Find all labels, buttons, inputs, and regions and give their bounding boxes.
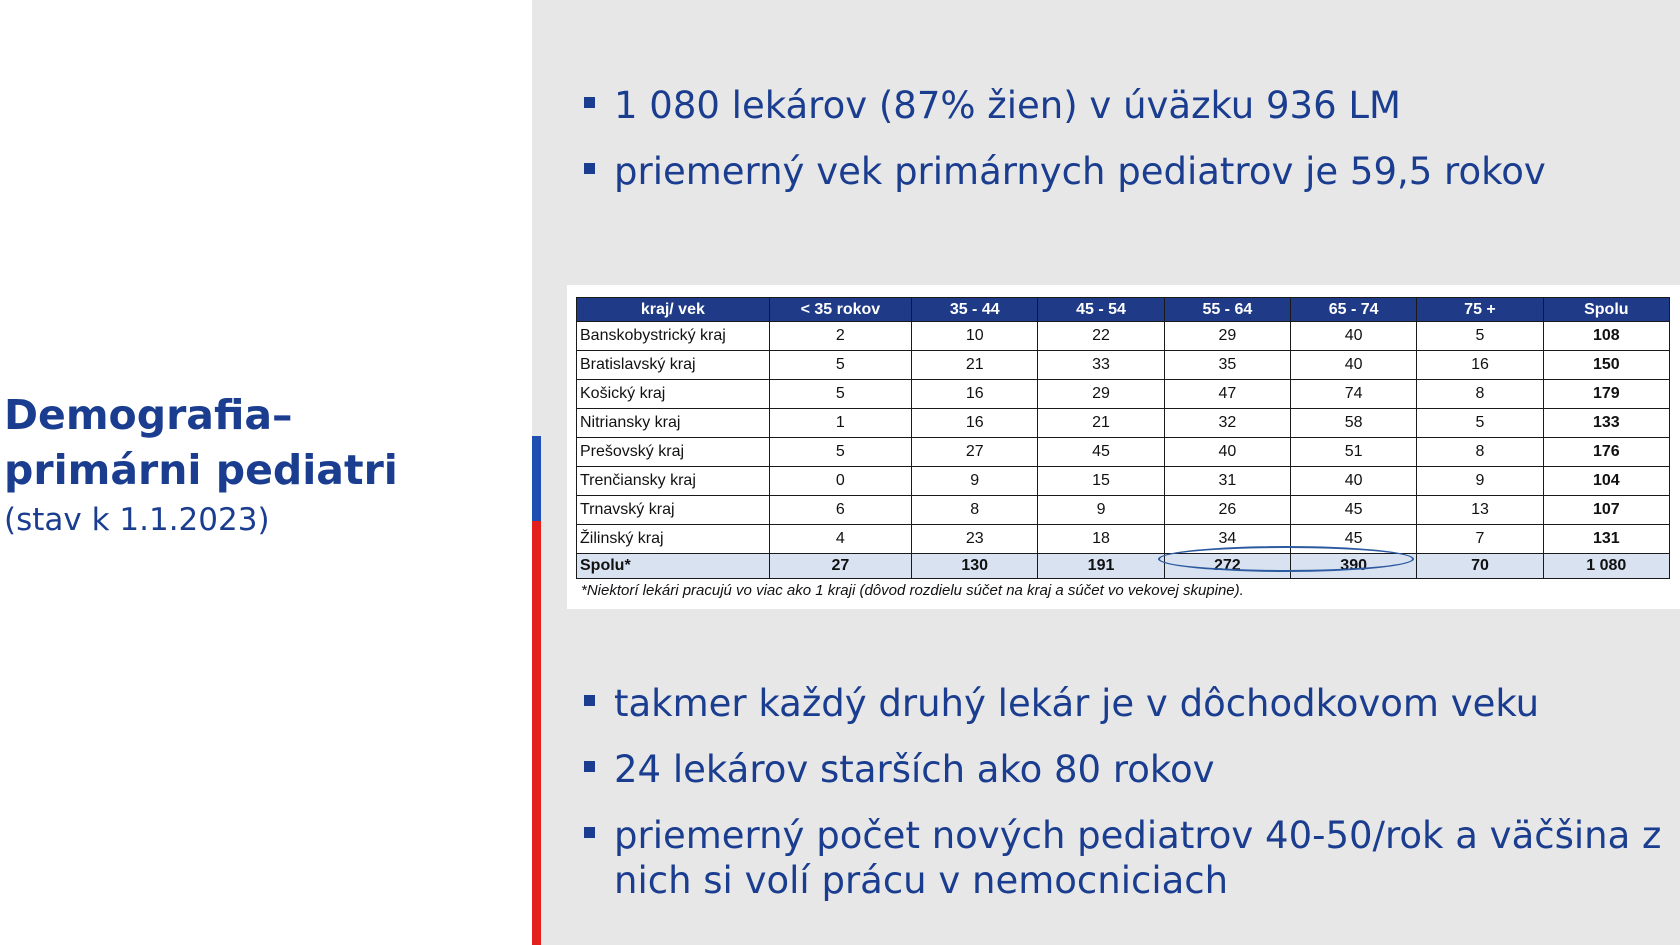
table-region-cell: Bratislavský kraj <box>577 351 770 380</box>
table-total-cell: 176 <box>1543 438 1669 467</box>
table-cell: 15 <box>1038 467 1164 496</box>
table-cell: 9 <box>1417 467 1543 496</box>
table-row <box>577 496 1670 525</box>
table-cell: 45 <box>1038 438 1164 467</box>
bullet-text: priemerný počet nových pediatrov 40-50/rok a väčšina z nich si volí prácu v nemocniciach <box>614 814 1662 902</box>
pediatrician-age-table <box>576 297 1670 579</box>
table-region-cell: Banskobystrický kraj <box>577 322 770 351</box>
table-total-cell: 108 <box>1543 322 1669 351</box>
table-cell: 130 <box>912 554 1038 579</box>
table-cell: 5 <box>1417 322 1543 351</box>
table-cell: 16 <box>912 409 1038 438</box>
table-header-row <box>577 298 1670 322</box>
bullet-item <box>580 813 1674 903</box>
table-cell: 8 <box>1417 438 1543 467</box>
table-cell: 8 <box>912 496 1038 525</box>
bullet-item <box>580 149 1546 194</box>
table-cell: 5 <box>769 438 911 467</box>
table-total-cell: 179 <box>1543 380 1669 409</box>
table-cell: 18 <box>1038 525 1164 554</box>
table-cell: 45 <box>1291 496 1417 525</box>
bullet-square-icon <box>584 827 595 838</box>
bullet-text: 24 lekárov starších ako 80 rokov <box>614 748 1215 791</box>
table-cell: 5 <box>769 351 911 380</box>
bullet-square-icon <box>584 695 595 706</box>
slide-title-line2: primárni pediatri <box>4 446 398 494</box>
table-region-cell: Nitriansky kraj <box>577 409 770 438</box>
table-total-cell: 150 <box>1543 351 1669 380</box>
table-cell: 45 <box>1291 525 1417 554</box>
table-cell: 16 <box>1417 351 1543 380</box>
table-header-cell: 65 - 74 <box>1291 298 1417 322</box>
bullet-square-icon <box>584 97 595 108</box>
table-cell: 40 <box>1291 467 1417 496</box>
table-footnote: *Niektorí lekári pracujú vo viac ako 1 kraji (dôvod rozdielu súčet na kraj a súčet vo vekovej skupine). <box>581 582 1244 599</box>
table-row <box>577 380 1670 409</box>
table-header-cell: 45 - 54 <box>1038 298 1164 322</box>
table-row <box>577 438 1670 467</box>
bullet-text: takmer každý druhý lekár je v dôchodkovom veku <box>614 682 1540 725</box>
table-cell: 21 <box>912 351 1038 380</box>
table-header-cell: 55 - 64 <box>1164 298 1290 322</box>
table-cell: 40 <box>1291 322 1417 351</box>
table-cell: 8 <box>1417 380 1543 409</box>
table-cell: 7 <box>1417 525 1543 554</box>
bullet-item <box>580 83 1546 128</box>
table-cell: 16 <box>912 380 1038 409</box>
bullet-square-icon <box>584 163 595 174</box>
table-cell: 40 <box>1291 351 1417 380</box>
table-cell: 5 <box>1417 409 1543 438</box>
table-cell: 32 <box>1164 409 1290 438</box>
table-cell: 23 <box>912 525 1038 554</box>
table-cell: 390 <box>1291 554 1417 579</box>
table-region-cell: Trenčiansky kraj <box>577 467 770 496</box>
table-cell: 29 <box>1038 380 1164 409</box>
slide-subtitle: (stav k 1.1.2023) <box>4 502 270 538</box>
table-cell: 58 <box>1291 409 1417 438</box>
table-card <box>567 285 1680 609</box>
accent-bar-red <box>532 521 541 945</box>
table-cell: 21 <box>1038 409 1164 438</box>
table-cell: 27 <box>769 554 911 579</box>
table-total-cell: 107 <box>1543 496 1669 525</box>
table-header-cell: < 35 rokov <box>769 298 911 322</box>
slide-title <box>4 388 524 498</box>
bullet-list-bottom <box>580 681 1674 924</box>
accent-bar-blue <box>532 436 541 521</box>
table-row <box>577 409 1670 438</box>
slide-title-line1: Demografia– <box>4 391 293 439</box>
table-cell: 47 <box>1164 380 1290 409</box>
bullet-item <box>580 747 1674 792</box>
table-region-cell: Spolu* <box>577 554 770 579</box>
table-cell: 10 <box>912 322 1038 351</box>
table-cell: 6 <box>769 496 911 525</box>
bullet-text: 1 080 lekárov (87% žien) v úväzku 936 LM <box>614 84 1401 127</box>
table-cell: 40 <box>1164 438 1290 467</box>
bullet-text: priemerný vek primárnych pediatrov je 59,5 rokov <box>614 150 1546 193</box>
table-cell: 26 <box>1164 496 1290 525</box>
table-cell: 29 <box>1164 322 1290 351</box>
table-region-cell: Prešovský kraj <box>577 438 770 467</box>
table-sum-row <box>577 554 1670 579</box>
table-cell: 272 <box>1164 554 1290 579</box>
table-header-cell: 35 - 44 <box>912 298 1038 322</box>
table-total-cell: 133 <box>1543 409 1669 438</box>
table-row <box>577 322 1670 351</box>
table-cell: 191 <box>1038 554 1164 579</box>
table-cell: 9 <box>1038 496 1164 525</box>
table-cell: 31 <box>1164 467 1290 496</box>
table-cell: 33 <box>1038 351 1164 380</box>
table-region-cell: Trnavský kraj <box>577 496 770 525</box>
table-cell: 35 <box>1164 351 1290 380</box>
table-total-cell: 131 <box>1543 525 1669 554</box>
table-header-cell: Spolu <box>1543 298 1669 322</box>
table-row <box>577 351 1670 380</box>
bullet-list-top <box>580 83 1546 215</box>
table-cell: 34 <box>1164 525 1290 554</box>
table-cell: 70 <box>1417 554 1543 579</box>
table-row <box>577 525 1670 554</box>
table-cell: 22 <box>1038 322 1164 351</box>
table-cell: 74 <box>1291 380 1417 409</box>
table-header-cell: 75 + <box>1417 298 1543 322</box>
table-region-cell: Žilinský kraj <box>577 525 770 554</box>
table-total-cell: 104 <box>1543 467 1669 496</box>
table-cell: 0 <box>769 467 911 496</box>
table-cell: 2 <box>769 322 911 351</box>
bullet-item <box>580 681 1674 726</box>
bullet-square-icon <box>584 761 595 772</box>
table-cell: 1 <box>769 409 911 438</box>
table-cell: 5 <box>769 380 911 409</box>
table-region-cell: Košický kraj <box>577 380 770 409</box>
table-header-cell: kraj/ vek <box>577 298 770 322</box>
table-cell: 27 <box>912 438 1038 467</box>
table-cell: 51 <box>1291 438 1417 467</box>
table-row <box>577 467 1670 496</box>
table-cell: 9 <box>912 467 1038 496</box>
table-cell: 13 <box>1417 496 1543 525</box>
table-cell: 4 <box>769 525 911 554</box>
table-total-cell: 1 080 <box>1543 554 1669 579</box>
